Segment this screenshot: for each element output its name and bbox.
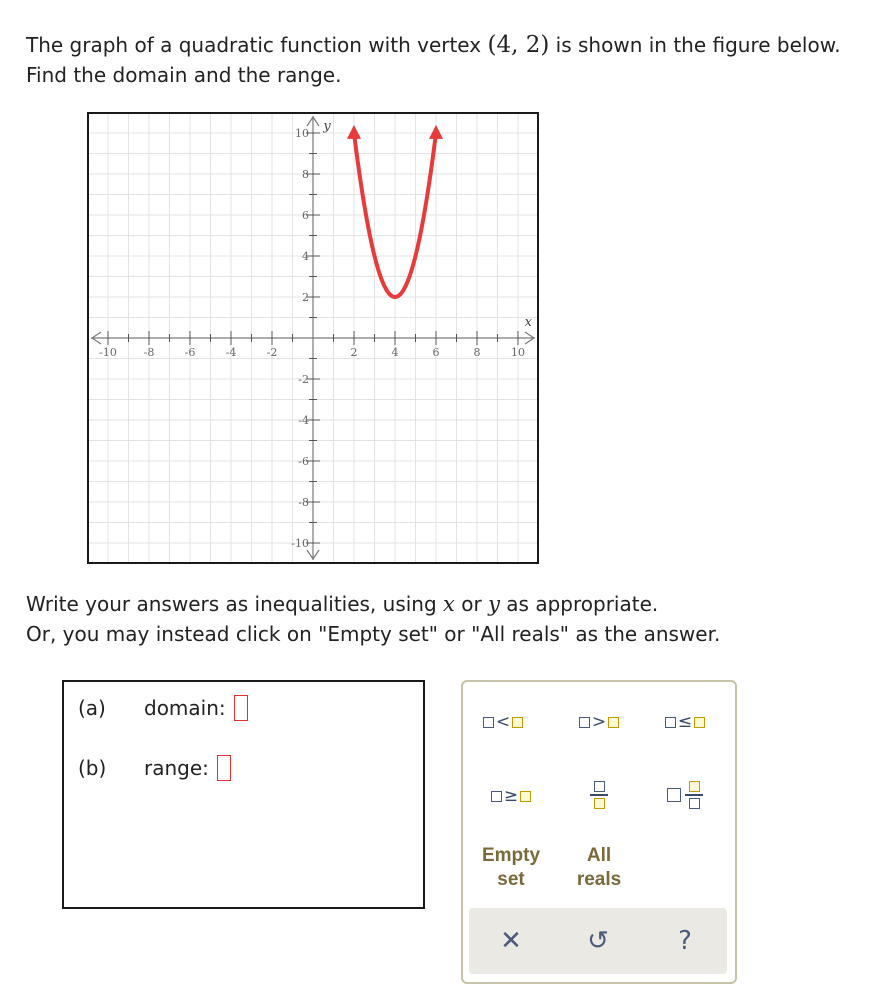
domain-input[interactable] (234, 695, 248, 721)
math-keypad (461, 680, 737, 984)
box-icon (665, 717, 676, 728)
empty-set-label-1: Empty (481, 845, 541, 866)
question-line-2: Find the domain and the range. (26, 63, 342, 87)
greater-than-button[interactable] (559, 702, 639, 742)
box-icon (520, 791, 531, 802)
undo-icon: ↺ (587, 926, 609, 956)
question-suffix: is shown in the figure below. (549, 33, 841, 57)
y-tick-label: 2 (302, 291, 309, 304)
domain-label: domain: (144, 696, 226, 720)
question-prefix: The graph of a quadratic function with vertex (26, 33, 488, 57)
fraction-bar (685, 794, 703, 796)
answer-panel (62, 680, 425, 909)
var-x: x (443, 592, 455, 616)
range-label: range: (144, 756, 209, 780)
instructions (26, 589, 886, 649)
x-tick-label: 6 (432, 346, 440, 359)
graph (87, 112, 539, 564)
numerator-box (594, 781, 605, 792)
action-tray (469, 908, 727, 974)
x-tick-label: 2 (350, 346, 358, 359)
box-icon (483, 717, 494, 728)
instructions-part-2: as appropriate. (499, 592, 659, 616)
vertex-value: (4, 2) (487, 32, 550, 58)
y-tick-label: -4 (298, 414, 309, 427)
empty-set-label-2: set (497, 869, 525, 890)
range-row (78, 752, 231, 784)
x-tick-label: -4 (225, 346, 237, 359)
gt-symbol: > (591, 712, 607, 732)
graph-svg (89, 114, 537, 562)
y-tick-label: -8 (298, 496, 309, 509)
range-input[interactable] (217, 755, 231, 781)
y-tick-label: -2 (298, 373, 309, 386)
help-icon: ? (678, 926, 692, 956)
close-icon: ✕ (500, 926, 522, 956)
numerator-box (689, 781, 700, 792)
whole-box (667, 788, 681, 802)
all-reals-label-2: reals (576, 869, 622, 890)
clear-button[interactable] (481, 916, 541, 966)
part-b-label: (b) (78, 756, 107, 780)
less-than-button[interactable] (463, 702, 543, 742)
instructions-line-2: Or, you may instead click on "Empty set" or "All reals" as the answer. (26, 622, 721, 646)
all-reals-button[interactable] (559, 840, 639, 896)
y-tick-label: -6 (298, 455, 309, 468)
all-reals-label-1: All (586, 845, 612, 866)
x-tick-label: -2 (266, 346, 278, 359)
y-tick-label: -10 (291, 537, 309, 550)
instructions-part-1: Write your answers as inequalities, using (26, 592, 444, 616)
x-tick-label: -10 (99, 346, 117, 359)
question-text (26, 30, 891, 90)
denominator-box (689, 798, 700, 809)
denominator-box (594, 798, 605, 809)
x-axis-label: x (524, 315, 532, 330)
x-tick-label: -6 (184, 346, 196, 359)
instructions-or: or (454, 592, 489, 616)
var-y: y (488, 592, 500, 616)
less-equal-button[interactable] (645, 702, 725, 742)
box-icon (694, 717, 705, 728)
x-tick-label: 10 (511, 346, 525, 359)
fraction-icon (590, 781, 608, 809)
lt-symbol: < (495, 712, 511, 732)
curve-arrow-left (347, 125, 361, 139)
x-tick-label: 8 (473, 346, 481, 359)
fraction-icon (685, 781, 703, 809)
y-axis-label: y (323, 119, 331, 134)
undo-button[interactable] (568, 916, 628, 966)
mixed-number-button[interactable] (645, 770, 725, 820)
fraction-bar (590, 794, 608, 796)
box-icon (491, 791, 502, 802)
le-symbol: ≤ (677, 712, 693, 732)
help-button[interactable] (655, 916, 715, 966)
box-icon (608, 717, 619, 728)
x-tick-label: -8 (143, 346, 155, 359)
ge-symbol: ≥ (503, 786, 519, 806)
instructions-line-1 (26, 589, 886, 619)
domain-row (78, 692, 248, 724)
y-tick-label: 6 (302, 209, 309, 222)
x-tick-label: 4 (391, 346, 399, 359)
y-tick-label: 4 (302, 250, 309, 263)
y-tick-label: 8 (302, 168, 309, 181)
empty-set-button[interactable] (469, 840, 553, 896)
box-icon (512, 717, 523, 728)
greater-equal-button[interactable] (471, 776, 551, 816)
fraction-button[interactable] (559, 770, 639, 820)
question-line-1 (26, 30, 891, 60)
part-a-label: (a) (78, 696, 106, 720)
y-tick-label: 10 (295, 127, 309, 140)
box-icon (579, 717, 590, 728)
curve-arrow-right (429, 125, 443, 139)
